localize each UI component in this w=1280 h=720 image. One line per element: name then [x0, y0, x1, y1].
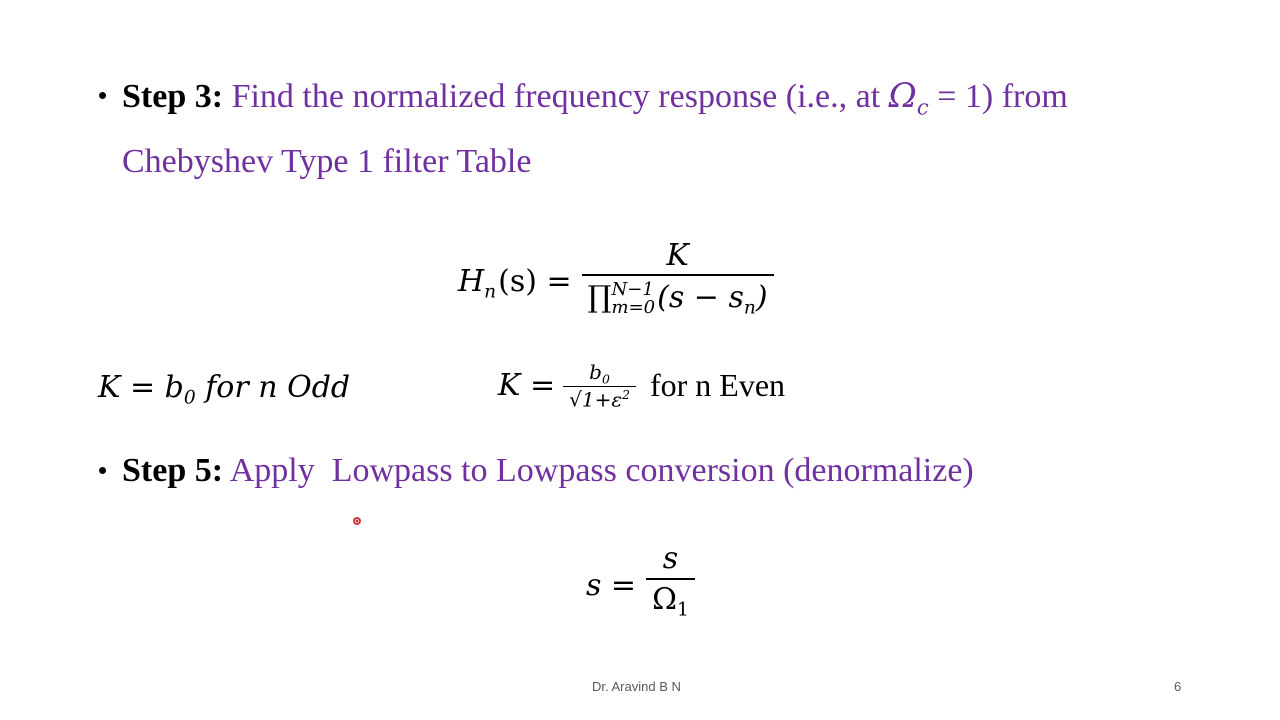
step5-text: Apply Lowpass to Lowpass conversion (denormalize): [229, 452, 974, 489]
den-sub: n: [743, 297, 756, 319]
denorm-denominator: [646, 578, 695, 631]
k-even-fraction: [563, 360, 636, 412]
transfer-numerator: K: [666, 238, 689, 273]
denorm-omega: Ω: [652, 582, 677, 617]
step5-heading: [122, 449, 974, 493]
transfer-fraction: [582, 238, 774, 329]
k-even-b-sub: 0: [601, 371, 610, 387]
step3-text-a: Find the normalized frequency response (i.e., at: [231, 78, 889, 115]
den-tail: (s − s: [657, 280, 744, 315]
k-odd-equation: [98, 370, 350, 409]
hn-arg: (s) =: [498, 264, 572, 299]
k-even-sqrt: √1+ε: [569, 387, 623, 412]
step3-label: Step 3:: [122, 78, 224, 115]
product-lower: m=0: [611, 297, 656, 318]
footer-author: Dr. Aravind B N: [592, 679, 681, 694]
k-even-lhs: K =: [498, 368, 556, 404]
k-even-b: b: [589, 360, 602, 384]
step3-eq: = 1: [928, 78, 982, 115]
k-even-denominator: [563, 386, 636, 411]
step3-line2: Chebyshev Type 1 filter Table: [122, 143, 532, 180]
hn-lhs: [458, 264, 572, 303]
omega-symbol: [888, 76, 929, 120]
transfer-denominator: [582, 274, 774, 329]
k-odd-lhs: K = b: [98, 370, 184, 405]
denorm-numerator: s: [662, 541, 679, 576]
k-even-tail: for n Even: [649, 367, 786, 404]
k-odd-tail: for n Odd: [195, 370, 351, 405]
hn-symbol: H: [458, 264, 485, 299]
transfer-function-equation: [458, 238, 774, 329]
product-upper: N−1: [611, 279, 654, 300]
step5-label: Step 5:: [122, 452, 224, 489]
hn-sub: n: [484, 281, 497, 303]
bullet-step3: •: [98, 80, 108, 110]
den-close: ): [755, 280, 768, 315]
denorm-sub: 1: [676, 599, 689, 621]
k-even-sup: 2: [622, 387, 630, 403]
denorm-fraction: [646, 540, 695, 631]
bullet-step5: •: [98, 455, 108, 485]
k-odd-sub: 0: [183, 387, 196, 409]
laser-pointer-icon: [353, 517, 361, 525]
product-symbol: ∏: [587, 280, 612, 315]
step3-heading: [122, 74, 1068, 129]
slide-number: 6: [1174, 679, 1182, 694]
product-limits: [612, 281, 656, 317]
omega-sub: c: [916, 94, 929, 120]
k-even-equation: [498, 360, 785, 412]
k-even-numerator: [583, 360, 616, 386]
step3-text-b: ) from: [981, 78, 1068, 115]
denormalize-equation: [586, 540, 695, 631]
omega-char: Ω: [888, 76, 917, 116]
denorm-lhs: s =: [586, 567, 637, 603]
